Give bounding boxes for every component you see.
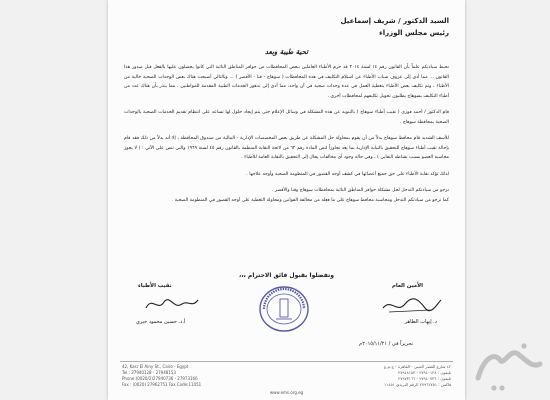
greeting: تحية طيبة وبعد: [264, 48, 309, 56]
signature-head: [142, 292, 200, 316]
closing-line: وتفضلوا بقبول فائق الاحترام ،،،: [239, 272, 334, 279]
signature-secretary: [379, 294, 443, 316]
secretary-general-title: الأمين العام: [391, 283, 423, 289]
paragraph: لذلك تؤكد نقابة الأطباء على حق جميع أعضائها في كشف أوجه القصور في المنظومة الصحية وأوجه علاجها .: [246, 171, 449, 177]
addressee-name: السيد الدكتور / شريف إسماعيل: [340, 17, 449, 25]
date-written: تحريراً في / ٢٠١٥/١١/٢١م: [359, 341, 413, 347]
syndicate-head-title: نقيب الأطباء: [138, 283, 172, 289]
letter-footer: [108, 361, 465, 400]
head-name: أ.د. حسين محمود خيري: [136, 319, 186, 325]
secretary-name: د. إيهاب الطاهر: [404, 319, 437, 325]
paragraph: نحيط سيادتكم علماً بأن القانون رقم ١٤ لسنة ٢٠١٤ قد حرم الأطباء العاملين ببعض المحافظات من حوافز المناطق النائية التي كانوا يحصلون عليها بالفعل قبل صدور هذا القانون ... مما أدى إلى عزوف شباب الأطباء عن استلام التكليف في هذه المحافظات ( سوهاج - قنا - الأقصر ) ... وبالتالي أصبحت هناك بعض الوحدات الصحية خالية من الأطباء ، وتم تكليف بعض الأطباء بتغطية العمل في عدة وحدات صحية في آن واحد، مما أدى إلى تدهور الخدمات الطبية المقدمة للمواطنين ، مما ينذر بأن هناك عدد من أطباء التكليف بسوهاج يطلبون تحويل تكليفهم لمحافظات أخرى .: [124, 65, 449, 99]
letter-body: [124, 63, 449, 205]
paragraph: للأسف الشديد قام محافظ سوهاج بدلاً من أن يقوم بمحاولة حل المشكلة عن طريق بعض المخصصات الإدارية - المالية من صندوق المحافظة ، إلا أنه بدلاً من ذلك فقد قام بإحالة نقيب أطباء سوهاج للتحقيق بالنيابة الإدارية بما يعد تجاوزاً لنص المادة رقم ٦٢ من لائحة النقابة المنظمة بالقانون رقم ٤٥ لسنة ١٩٦٩ والتي تنص على الآتي : ( لا يجوز محاسبة العضو بسبب نشاطه النقابي ) ، وفي حالة وجود أي مخالفات يحال إلى التحقيق بالنقابة العامة للأطباء .: [124, 136, 449, 160]
paragraph: قام الدكتور / أحمد فوزي ( نقيب أطباء سوهاج ) بالتنويه عن هذه المشكلة في وسائل الإعلام حتى يتم إيجاد حلول لها تساعد على انتظام تقديم الخدمات الصحية بالوحدات الصحية بمحافظة سوهاج .: [124, 110, 449, 125]
addressee-title: رئيس مجلس الوزراء: [379, 29, 449, 37]
paragraph: نرجو من سيادتكم التدخل لحل مشكلة حوافز المناطق النائية بمحافظات سوهاج وقنا والأقصر .: [271, 188, 449, 193]
footer-arabic: ٤٢ شارع القصر العيني - القاهرة - ج.م.ع تليفون : ٢٧٩٤٠١٢٨ - ٢٧٩٤٨١٥٣ تليفون : ٢٧٩٤٠٧٣٦ - ٢٧٩٧٣١٦٦ فاكس : ٢٧٩٦٢٧٥١ الرقم البريدي ١١٤٥١: [384, 364, 451, 387]
syndicate-stamp: [258, 285, 310, 333]
footer-english: 42, Kasr El Ainy St., Cairo - Egypt Tel.: 27940128 - 27948153 Phone:(0020/2)27940736 - 27973166 Fax : (0020) 27962751 Fax Code:11451: [122, 364, 202, 387]
letter-page: [108, 0, 465, 400]
watermark-logo: [470, 338, 546, 396]
footer-website: www.ems.org.eg: [269, 390, 304, 395]
paragraph: كما نرجو من سيادتكم التدخل ومحاسبة محافظ سوهاج على ما فعله من مخالفة القوانين ومحاولة التغطية على أوجه القصور في المنظومة الصحية .: [171, 197, 449, 203]
